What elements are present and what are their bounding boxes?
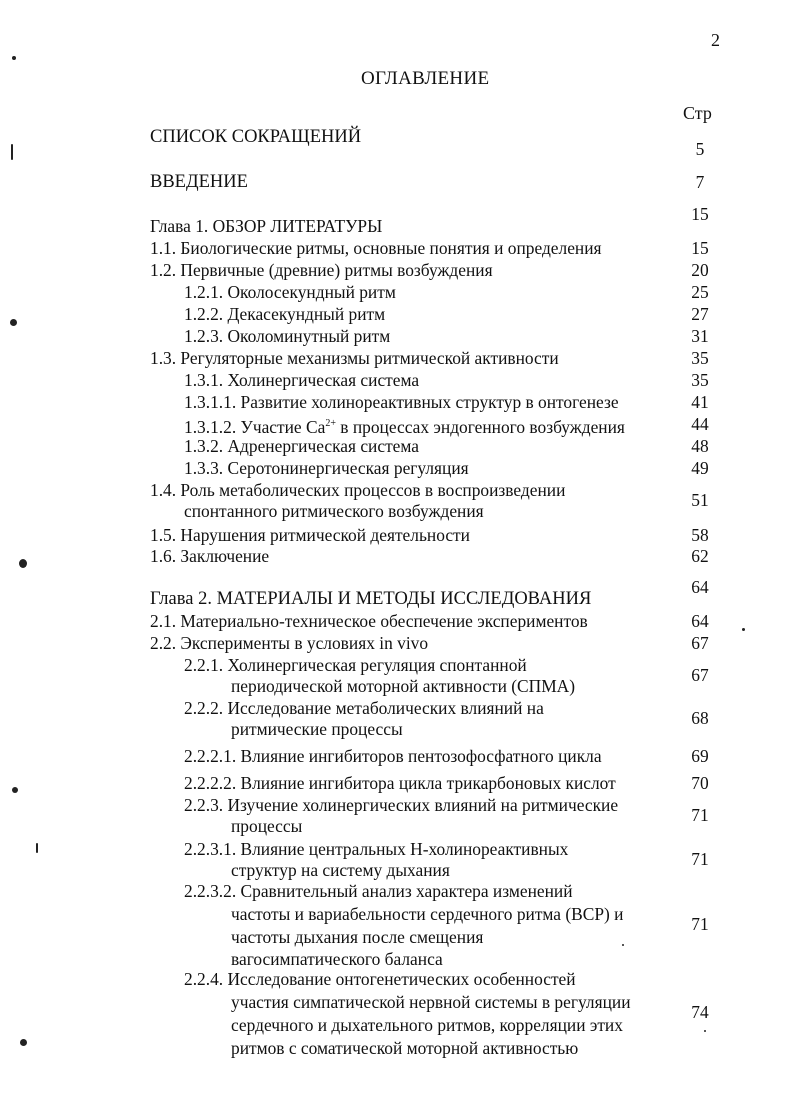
toc-entry-page: 35 [691,348,709,368]
toc-entry-title: Глава 2. МАТЕРИАЛЫ И МЕТОДЫ ИССЛЕДОВАНИЯ [150,589,592,609]
toc-entry-title: 2.2.4. Исследование онтогенетических особенностей [184,969,576,989]
toc-entry-page: 71 [691,914,709,934]
toc-entry-title-continued: периодической моторной активности (СПМА) [231,676,576,696]
toc-entry-page: 69 [691,746,709,766]
toc-entry-title: 2.2.2.1. Влияние ингибиторов пентозофосфатного цикла [184,746,602,766]
toc-entry-title: 2.2.3.2. Сравнительный анализ характера изменений [184,881,573,901]
scan-artifact [11,144,13,160]
scan-artifact [10,319,17,326]
toc-entry-title: 1.2.1. Околосекундный ритм [184,282,396,302]
scan-artifact [19,559,27,568]
toc-entry-title: 1.2. Первичные (древние) ритмы возбуждения [150,260,493,280]
toc-entry-title: ВВЕДЕНИЕ [150,172,248,192]
scan-artifact [36,843,38,853]
toc-entry-title-continued: процессы [231,816,303,836]
toc-entry-page: 15 [691,204,709,224]
toc-entry-page: 71 [691,849,709,869]
toc-entry-title: 1.3.1. Холинергическая система [184,370,420,390]
scan-artifact [742,628,745,631]
toc-entry-page: 49 [691,458,709,478]
scan-artifact [622,944,624,946]
toc-entry-page: 74 [691,1002,709,1022]
superscript: 2+ [325,418,336,429]
toc-entry-title: 2.2.1. Холинергическая регуляция спонтанной [184,655,527,675]
toc-entry-title: 1.2.3. Околоминутный ритм [184,326,391,346]
toc-entry-title-continued: частоты дыхания после смещения [231,927,484,947]
toc-entry-page: 48 [691,436,709,456]
toc-entry-title-continued: ритмические процессы [231,719,403,739]
toc-entry-title-continued: сердечного и дыхательного ритмов, корреляции этих [231,1015,623,1035]
toc-entry-page: 20 [691,260,709,280]
toc-entry-page: 41 [691,392,709,412]
toc-entry-title-continued: структур на систему дыхания [231,860,450,880]
page-column-header: Стр [683,103,712,123]
toc-entry-title: 1.2.2. Декасекундный ритм [184,304,386,324]
toc-entry-title: 2.2.2. Исследование метаболических влияний на [184,698,544,718]
toc-entry-page: 25 [691,282,709,302]
toc-entry-title: СПИСОК СОКРАЩЕНИЙ [150,127,362,147]
toc-entry-page: 51 [691,490,709,510]
toc-entry-page: 64 [691,611,709,631]
toc-entry-title: 1.3.2. Адренергическая система [184,436,419,456]
toc-entry-page: 58 [691,525,709,545]
toc-entry-title-continued: частоты и вариабельности сердечного ритма (ВСР) и [231,904,624,924]
toc-entry-page: 67 [691,633,709,653]
toc-entry-page: 7 [695,172,705,192]
toc-entry-page: 27 [691,304,709,324]
toc-entry-page: 68 [691,708,709,728]
toc-entry-title: 2.1. Материально-техническое обеспечение экспериментов [150,611,588,631]
toc-entry-title: 1.5. Нарушения ритмической деятельности [150,525,470,545]
toc-entry-title-part: 1.3.1.2. Участие Ca [184,416,326,437]
toc-entry-title-part: в процессах эндогенного возбуждения [335,416,625,437]
scan-artifact [704,1030,706,1032]
toc-entry-title-continued: спонтанного ритмического возбуждения [184,501,484,521]
scan-artifact [12,56,16,60]
toc-entry-title: 2.2. Эксперименты в условиях in vivo [150,633,429,653]
toc-entry-title-continued: ритмов с соматической моторной активностью [231,1038,579,1058]
toc-entry-title: 2.2.3. Изучение холинергических влияний на ритмические [184,795,619,815]
toc-entry-page: 67 [691,665,709,685]
toc-entry-page: 44 [691,414,709,434]
toc-entry-title-continued: вагосимпатического баланса [231,949,443,969]
toc-entry-page: 15 [691,238,709,258]
scan-artifact [12,787,18,793]
toc-entry-page: 5 [695,139,705,159]
page-title: ОГЛАВЛЕНИЕ [361,68,490,89]
toc-entry-title: 2.2.3.1. Влияние центральных Н-холинореактивных [184,839,569,859]
toc-entry-title: 1.3.3. Серотонинергическая регуляция [184,458,469,478]
toc-entry-page: 31 [691,326,709,346]
toc-entry-title: Глава 1. ОБЗОР ЛИТЕРАТУРЫ [150,216,383,236]
toc-entry-page: 70 [691,773,709,793]
toc-entry-title: 1.1. Биологические ритмы, основные понятия и определения [150,238,602,258]
toc-entry-page: 64 [691,577,709,597]
toc-entry-page: 71 [691,805,709,825]
toc-entry-title: 1.3. Регуляторные механизмы ритмической активности [150,348,559,368]
page-number: 2 [711,30,720,50]
toc-entry-title: 1.4. Роль метаболических процессов в воспроизведении [150,480,566,500]
toc-entry-title: 2.2.2.2. Влияние ингибитора цикла трикарбоновых кислот [184,773,616,793]
scan-artifact [20,1039,27,1046]
toc-entry-title: 1.3.1.1. Развитие холинореактивных структур в онтогенезе [184,392,619,412]
toc-entry-title-continued: участия симпатической нервной системы в регуляции [231,992,631,1012]
toc-entry-page: 62 [691,546,709,566]
toc-entry-page: 35 [691,370,709,390]
toc-entry-title: 1.6. Заключение [150,546,270,566]
